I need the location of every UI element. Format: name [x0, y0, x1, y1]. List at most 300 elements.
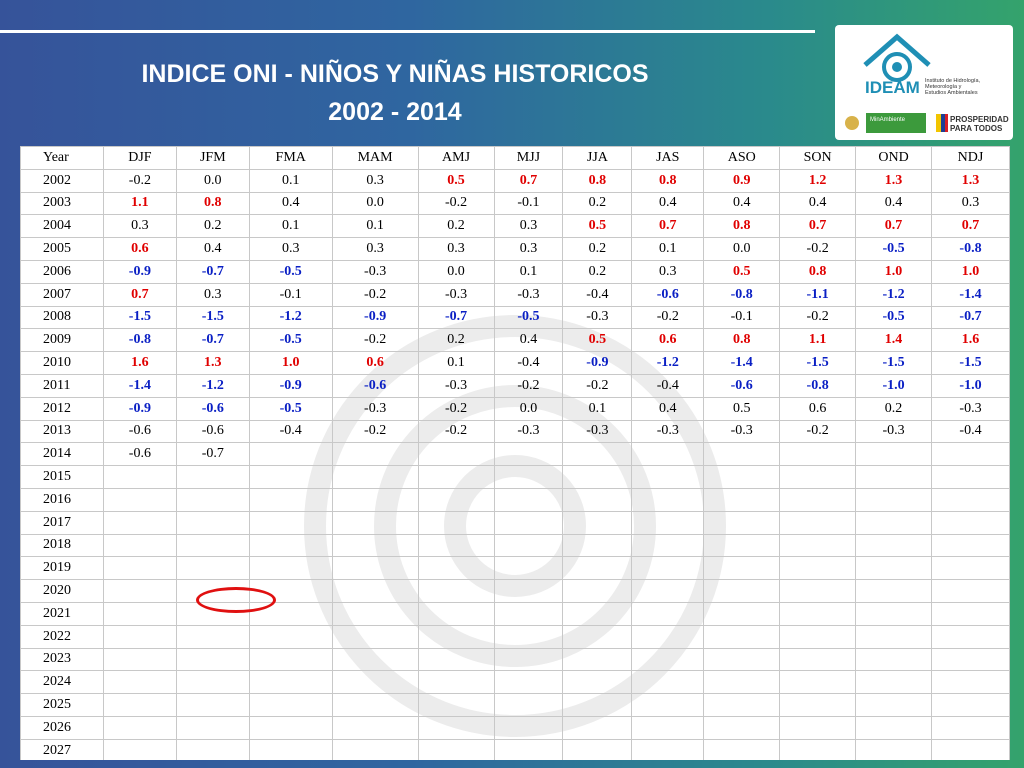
- value-cell: 0.3: [418, 238, 494, 261]
- value-cell: 0.3: [332, 238, 418, 261]
- value-cell: [103, 648, 176, 671]
- value-cell: [249, 671, 332, 694]
- value-cell: [563, 557, 632, 580]
- value-cell: [780, 694, 856, 717]
- value-cell: 0.6: [332, 352, 418, 375]
- svg-text:MinAmbiente: MinAmbiente: [870, 117, 906, 123]
- table-row: [21, 329, 1010, 352]
- year-cell: 2018: [21, 534, 104, 557]
- value-cell: [632, 648, 704, 671]
- value-cell: [780, 557, 856, 580]
- value-cell: 0.2: [176, 215, 249, 238]
- value-cell: [932, 580, 1010, 603]
- value-cell: 0.5: [563, 215, 632, 238]
- value-cell: [494, 534, 563, 557]
- value-cell: -0.3: [563, 420, 632, 443]
- value-cell: -0.1: [704, 306, 780, 329]
- value-cell: [563, 671, 632, 694]
- value-cell: [780, 648, 856, 671]
- value-cell: 0.0: [176, 169, 249, 192]
- year-cell: 2012: [21, 397, 104, 420]
- value-cell: [632, 625, 704, 648]
- value-cell: [704, 443, 780, 466]
- year-cell: 2020: [21, 580, 104, 603]
- value-cell: [103, 511, 176, 534]
- value-cell: [563, 602, 632, 625]
- year-cell: 2010: [21, 352, 104, 375]
- value-cell: -1.2: [249, 306, 332, 329]
- value-cell: [856, 488, 932, 511]
- value-cell: -0.6: [176, 397, 249, 420]
- column-header: SON: [780, 147, 856, 170]
- value-cell: [704, 534, 780, 557]
- value-cell: -0.8: [103, 329, 176, 352]
- value-cell: [332, 694, 418, 717]
- value-cell: [249, 648, 332, 671]
- value-cell: [418, 694, 494, 717]
- value-cell: [563, 534, 632, 557]
- year-cell: 2005: [21, 238, 104, 261]
- value-cell: -0.3: [494, 420, 563, 443]
- value-cell: 0.3: [494, 238, 563, 261]
- value-cell: -1.1: [780, 283, 856, 306]
- value-cell: [856, 602, 932, 625]
- value-cell: [780, 739, 856, 760]
- value-cell: [418, 602, 494, 625]
- value-cell: [704, 716, 780, 739]
- value-cell: -0.2: [494, 374, 563, 397]
- column-header: MJJ: [494, 147, 563, 170]
- value-cell: [176, 557, 249, 580]
- value-cell: [103, 466, 176, 489]
- value-cell: 1.2: [780, 169, 856, 192]
- value-cell: [249, 625, 332, 648]
- value-cell: [932, 443, 1010, 466]
- value-cell: [332, 648, 418, 671]
- value-cell: [494, 648, 563, 671]
- svg-text:PROSPERIDAD: PROSPERIDAD: [950, 115, 1009, 124]
- value-cell: [856, 557, 932, 580]
- value-cell: [856, 694, 932, 717]
- value-cell: [704, 466, 780, 489]
- value-cell: [563, 739, 632, 760]
- value-cell: [176, 648, 249, 671]
- value-cell: [856, 443, 932, 466]
- header-divider-line: [0, 30, 815, 33]
- table-row: [21, 739, 1010, 760]
- value-cell: 0.0: [418, 260, 494, 283]
- value-cell: [856, 671, 932, 694]
- value-cell: [632, 466, 704, 489]
- table-row: [21, 260, 1010, 283]
- value-cell: [563, 580, 632, 603]
- table-row: [21, 374, 1010, 397]
- value-cell: [932, 694, 1010, 717]
- value-cell: [332, 557, 418, 580]
- value-cell: [332, 625, 418, 648]
- value-cell: [494, 580, 563, 603]
- value-cell: 0.8: [563, 169, 632, 192]
- value-cell: 0.0: [332, 192, 418, 215]
- value-cell: [704, 694, 780, 717]
- value-cell: [632, 739, 704, 760]
- year-cell: 2026: [21, 716, 104, 739]
- value-cell: [932, 534, 1010, 557]
- value-cell: -0.3: [494, 283, 563, 306]
- year-cell: 2021: [21, 602, 104, 625]
- value-cell: [563, 488, 632, 511]
- value-cell: [704, 671, 780, 694]
- value-cell: -1.4: [932, 283, 1010, 306]
- value-cell: 0.7: [494, 169, 563, 192]
- value-cell: [418, 557, 494, 580]
- value-cell: [780, 443, 856, 466]
- value-cell: [332, 671, 418, 694]
- value-cell: 0.1: [249, 215, 332, 238]
- value-cell: -1.4: [103, 374, 176, 397]
- value-cell: [418, 488, 494, 511]
- value-cell: -0.6: [704, 374, 780, 397]
- value-cell: [932, 716, 1010, 739]
- table-row: [21, 557, 1010, 580]
- value-cell: [494, 466, 563, 489]
- table-row: [21, 443, 1010, 466]
- value-cell: [856, 625, 932, 648]
- value-cell: 0.2: [563, 260, 632, 283]
- value-cell: [780, 716, 856, 739]
- value-cell: -0.2: [780, 238, 856, 261]
- value-cell: [632, 602, 704, 625]
- table-row: [21, 671, 1010, 694]
- column-header: OND: [856, 147, 932, 170]
- value-cell: [632, 443, 704, 466]
- value-cell: -0.4: [494, 352, 563, 375]
- value-cell: -1.2: [176, 374, 249, 397]
- table-row: [21, 420, 1010, 443]
- value-cell: 0.8: [632, 169, 704, 192]
- value-cell: -0.2: [780, 420, 856, 443]
- value-cell: [103, 534, 176, 557]
- value-cell: [780, 671, 856, 694]
- value-cell: -1.0: [932, 374, 1010, 397]
- value-cell: 0.7: [103, 283, 176, 306]
- value-cell: [632, 557, 704, 580]
- value-cell: 0.5: [563, 329, 632, 352]
- value-cell: -0.5: [249, 397, 332, 420]
- table-row: [21, 625, 1010, 648]
- value-cell: [249, 716, 332, 739]
- value-cell: 0.5: [704, 397, 780, 420]
- value-cell: 0.1: [418, 352, 494, 375]
- value-cell: -0.3: [332, 260, 418, 283]
- value-cell: [932, 602, 1010, 625]
- ideam-logo-box: [835, 25, 1013, 140]
- value-cell: 0.2: [563, 238, 632, 261]
- value-cell: [418, 671, 494, 694]
- column-header: FMA: [249, 147, 332, 170]
- value-cell: 0.3: [332, 169, 418, 192]
- value-cell: [932, 488, 1010, 511]
- value-cell: -0.5: [856, 238, 932, 261]
- value-cell: -0.5: [249, 260, 332, 283]
- value-cell: -0.6: [103, 420, 176, 443]
- value-cell: 0.7: [632, 215, 704, 238]
- value-cell: [494, 488, 563, 511]
- value-cell: 0.4: [632, 397, 704, 420]
- value-cell: [494, 602, 563, 625]
- value-cell: [103, 625, 176, 648]
- value-cell: 0.2: [563, 192, 632, 215]
- value-cell: 0.7: [932, 215, 1010, 238]
- value-cell: 1.6: [103, 352, 176, 375]
- year-cell: 2004: [21, 215, 104, 238]
- table-row: [21, 397, 1010, 420]
- value-cell: [856, 511, 932, 534]
- value-cell: -0.2: [418, 420, 494, 443]
- year-cell: 2006: [21, 260, 104, 283]
- value-cell: -0.2: [418, 192, 494, 215]
- header-row: [21, 147, 1010, 170]
- value-cell: [176, 671, 249, 694]
- value-cell: [632, 671, 704, 694]
- value-cell: [176, 466, 249, 489]
- svg-text:PARA TODOS: PARA TODOS: [950, 124, 1003, 133]
- value-cell: 0.7: [780, 215, 856, 238]
- value-cell: 0.3: [932, 192, 1010, 215]
- value-cell: [494, 671, 563, 694]
- value-cell: 1.3: [176, 352, 249, 375]
- value-cell: 0.3: [176, 283, 249, 306]
- value-cell: [418, 466, 494, 489]
- value-cell: [856, 716, 932, 739]
- column-header: Year: [21, 147, 104, 170]
- value-cell: [632, 511, 704, 534]
- value-cell: [494, 443, 563, 466]
- svg-text:Instituto de Hidrología,: Instituto de Hidrología,: [925, 78, 981, 84]
- value-cell: [704, 488, 780, 511]
- value-cell: [632, 716, 704, 739]
- year-cell: 2003: [21, 192, 104, 215]
- value-cell: 0.4: [494, 329, 563, 352]
- value-cell: [418, 739, 494, 760]
- value-cell: -0.3: [418, 374, 494, 397]
- value-cell: [176, 488, 249, 511]
- value-cell: [418, 716, 494, 739]
- value-cell: 0.8: [780, 260, 856, 283]
- value-cell: [249, 694, 332, 717]
- value-cell: [563, 443, 632, 466]
- value-cell: [632, 488, 704, 511]
- value-cell: [494, 625, 563, 648]
- value-cell: -0.9: [332, 306, 418, 329]
- value-cell: 0.4: [780, 192, 856, 215]
- value-cell: [176, 534, 249, 557]
- value-cell: [856, 466, 932, 489]
- value-cell: [780, 625, 856, 648]
- value-cell: [418, 534, 494, 557]
- value-cell: [332, 488, 418, 511]
- value-cell: -0.3: [418, 283, 494, 306]
- value-cell: -0.8: [780, 374, 856, 397]
- value-cell: [856, 534, 932, 557]
- value-cell: 0.4: [704, 192, 780, 215]
- table-row: [21, 580, 1010, 603]
- oni-table: [20, 146, 1010, 760]
- value-cell: 1.1: [103, 192, 176, 215]
- value-cell: [632, 580, 704, 603]
- value-cell: [176, 625, 249, 648]
- value-cell: 0.8: [704, 215, 780, 238]
- table-row: [21, 716, 1010, 739]
- value-cell: [856, 580, 932, 603]
- year-cell: 2025: [21, 694, 104, 717]
- value-cell: [563, 511, 632, 534]
- value-cell: 1.3: [932, 169, 1010, 192]
- value-cell: -1.4: [704, 352, 780, 375]
- column-header: MAM: [332, 147, 418, 170]
- table-row: [21, 534, 1010, 557]
- minambiente-banner: [866, 113, 926, 133]
- value-cell: [103, 716, 176, 739]
- value-cell: 0.3: [632, 260, 704, 283]
- value-cell: -0.2: [780, 306, 856, 329]
- value-cell: [249, 466, 332, 489]
- value-cell: [494, 716, 563, 739]
- value-cell: 1.1: [780, 329, 856, 352]
- table-row: [21, 215, 1010, 238]
- value-cell: 1.0: [932, 260, 1010, 283]
- table-row: [21, 283, 1010, 306]
- value-cell: -0.2: [332, 329, 418, 352]
- value-cell: 1.4: [856, 329, 932, 352]
- value-cell: [932, 625, 1010, 648]
- value-cell: [249, 443, 332, 466]
- value-cell: 0.3: [494, 215, 563, 238]
- column-header: NDJ: [932, 147, 1010, 170]
- value-cell: [932, 671, 1010, 694]
- value-cell: [103, 580, 176, 603]
- colombia-seal-icon: [845, 116, 859, 130]
- table-row: [21, 238, 1010, 261]
- value-cell: 0.5: [418, 169, 494, 192]
- value-cell: -0.9: [563, 352, 632, 375]
- value-cell: -0.1: [249, 283, 332, 306]
- value-cell: -0.5: [249, 329, 332, 352]
- table-row: [21, 694, 1010, 717]
- value-cell: [332, 443, 418, 466]
- value-cell: -0.7: [176, 443, 249, 466]
- value-cell: [418, 648, 494, 671]
- value-cell: -0.4: [249, 420, 332, 443]
- ideam-wordmark: IDEAM: [865, 78, 920, 97]
- table-row: [21, 648, 1010, 671]
- value-cell: 0.0: [494, 397, 563, 420]
- year-cell: 2002: [21, 169, 104, 192]
- value-cell: [332, 739, 418, 760]
- value-cell: [332, 716, 418, 739]
- value-cell: -0.9: [103, 397, 176, 420]
- year-cell: 2013: [21, 420, 104, 443]
- value-cell: [176, 716, 249, 739]
- value-cell: -0.8: [704, 283, 780, 306]
- year-cell: 2027: [21, 739, 104, 760]
- value-cell: -1.5: [176, 306, 249, 329]
- value-cell: -1.2: [856, 283, 932, 306]
- column-header: AMJ: [418, 147, 494, 170]
- value-cell: [932, 557, 1010, 580]
- value-cell: [932, 511, 1010, 534]
- value-cell: -0.7: [176, 260, 249, 283]
- value-cell: [632, 534, 704, 557]
- value-cell: [418, 511, 494, 534]
- year-cell: 2011: [21, 374, 104, 397]
- table-row: [21, 466, 1010, 489]
- value-cell: -0.3: [563, 306, 632, 329]
- value-cell: 1.6: [932, 329, 1010, 352]
- value-cell: 0.1: [249, 169, 332, 192]
- value-cell: -0.6: [332, 374, 418, 397]
- value-cell: -0.3: [332, 397, 418, 420]
- value-cell: [332, 580, 418, 603]
- value-cell: [563, 694, 632, 717]
- highlight-circle: [196, 587, 276, 613]
- year-cell: 2016: [21, 488, 104, 511]
- column-header: JFM: [176, 147, 249, 170]
- value-cell: [780, 511, 856, 534]
- value-cell: -1.5: [932, 352, 1010, 375]
- value-cell: [103, 739, 176, 760]
- year-cell: 2009: [21, 329, 104, 352]
- value-cell: [780, 534, 856, 557]
- value-cell: [932, 739, 1010, 760]
- value-cell: [103, 602, 176, 625]
- value-cell: [249, 511, 332, 534]
- value-cell: -0.5: [494, 306, 563, 329]
- year-cell: 2014: [21, 443, 104, 466]
- value-cell: [332, 511, 418, 534]
- value-cell: [176, 739, 249, 760]
- table-row: [21, 352, 1010, 375]
- value-cell: [563, 716, 632, 739]
- table-row: [21, 169, 1010, 192]
- value-cell: [780, 580, 856, 603]
- value-cell: 0.1: [632, 238, 704, 261]
- column-header: JAS: [632, 147, 704, 170]
- value-cell: -1.5: [103, 306, 176, 329]
- value-cell: [249, 488, 332, 511]
- value-cell: -0.1: [494, 192, 563, 215]
- value-cell: 0.4: [249, 192, 332, 215]
- table-row: [21, 306, 1010, 329]
- value-cell: 0.3: [103, 215, 176, 238]
- page-subtitle-years: 2002 - 2014: [328, 98, 462, 126]
- value-cell: [563, 466, 632, 489]
- value-cell: [563, 648, 632, 671]
- value-cell: -0.2: [418, 397, 494, 420]
- ideam-logo: [835, 25, 1013, 140]
- value-cell: [332, 466, 418, 489]
- year-cell: 2023: [21, 648, 104, 671]
- value-cell: [932, 648, 1010, 671]
- value-cell: -0.9: [103, 260, 176, 283]
- value-cell: [418, 625, 494, 648]
- year-cell: 2008: [21, 306, 104, 329]
- value-cell: [704, 580, 780, 603]
- value-cell: [856, 648, 932, 671]
- value-cell: [418, 580, 494, 603]
- value-cell: 0.0: [704, 238, 780, 261]
- value-cell: -0.3: [932, 397, 1010, 420]
